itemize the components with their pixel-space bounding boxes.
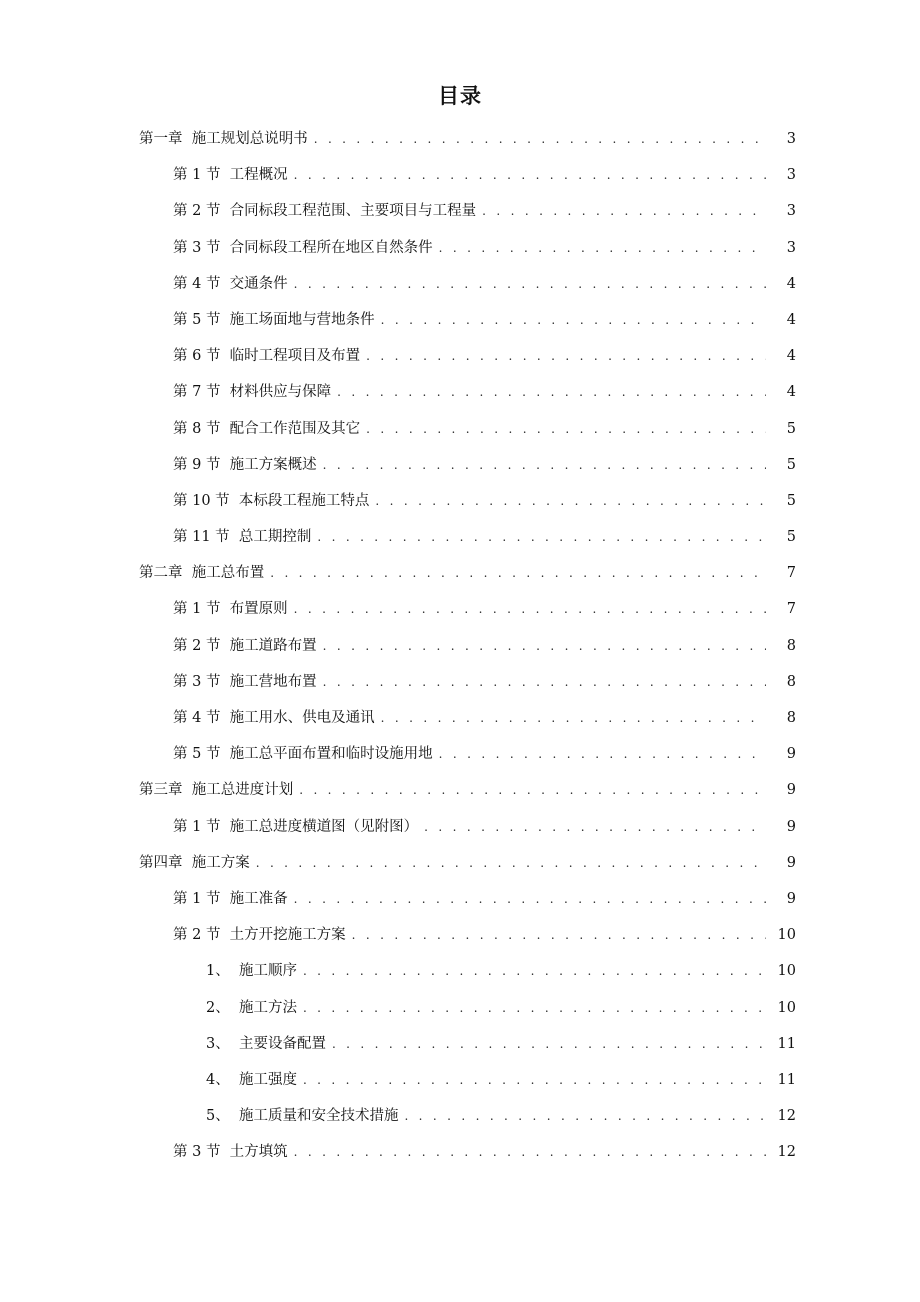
toc-entry-title: 第 5 节 施工总平面布置和临时设施用地: [173, 746, 433, 763]
toc-entry-title: 3、 主要设备配置: [206, 1035, 326, 1052]
toc-entry[interactable]: [0, 306, 920, 342]
toc-entry-title: 第 10 节 本标段工程施工特点: [173, 492, 370, 509]
toc-entry[interactable]: [0, 487, 920, 523]
toc-entry-title: 第 1 节 施工准备: [173, 890, 288, 907]
toc-page-number: 9: [786, 818, 796, 835]
toc-page-number: 8: [786, 673, 796, 690]
toc-entry[interactable]: [0, 270, 920, 306]
toc-entry[interactable]: [0, 451, 920, 487]
toc-entry-title: 第 1 节 布置原则: [173, 601, 288, 618]
toc-entry-title: 第 9 节 施工方案概述: [173, 456, 317, 473]
toc-page-number: 12: [777, 1108, 796, 1125]
dot-leader: [439, 740, 766, 768]
dot-leader: [303, 994, 766, 1022]
toc-entry[interactable]: [0, 234, 920, 270]
toc-entry[interactable]: [0, 668, 920, 704]
toc-entry[interactable]: [0, 849, 920, 885]
toc-page-number: 9: [786, 890, 796, 907]
dot-leader: [404, 1102, 766, 1130]
toc-page-number: 3: [786, 167, 796, 184]
toc-entry[interactable]: [0, 813, 920, 849]
table-of-contents: [0, 125, 920, 1174]
toc-page-number: 7: [786, 601, 796, 618]
toc-entry-title: 第 2 节 合同标段工程范围、主要项目与工程量: [173, 203, 477, 220]
dot-leader: [381, 306, 766, 334]
dot-leader: [317, 523, 766, 551]
toc-entry-title: 第 4 节 交通条件: [173, 275, 288, 292]
dot-leader: [366, 342, 766, 370]
dot-leader: [439, 234, 766, 262]
toc-entry-title: 第 2 节 土方开挖施工方案: [173, 927, 346, 944]
dot-leader: [299, 776, 766, 804]
toc-entry[interactable]: [0, 921, 920, 957]
dot-leader: [294, 270, 766, 298]
dot-leader: [323, 632, 766, 660]
toc-page-number: 5: [786, 456, 796, 473]
toc-entry[interactable]: [0, 885, 920, 921]
dot-leader: [256, 849, 766, 877]
toc-title: 目录: [438, 83, 482, 108]
toc-entry-title: 2、 施工方法: [206, 999, 297, 1016]
toc-entry-title: 第 2 节 施工道路布置: [173, 637, 317, 654]
toc-entry[interactable]: [0, 595, 920, 631]
toc-page-number: 11: [777, 1071, 796, 1088]
toc-entry-title: 5、 施工质量和安全技术措施: [206, 1108, 399, 1125]
toc-page-number: 3: [786, 203, 796, 220]
dot-leader: [332, 1030, 766, 1058]
toc-page-number: 11: [777, 1035, 796, 1052]
dot-leader: [303, 957, 766, 985]
toc-entry-title: 第 3 节 土方填筑: [173, 1144, 288, 1161]
toc-page-number: 4: [786, 348, 796, 365]
dot-leader: [337, 378, 766, 406]
toc-entry[interactable]: [0, 1066, 920, 1102]
dot-leader: [294, 161, 766, 189]
dot-leader: [323, 668, 766, 696]
toc-entry[interactable]: [0, 415, 920, 451]
toc-entry-title: 第 3 节 合同标段工程所在地区自然条件: [173, 239, 433, 256]
toc-entry[interactable]: [0, 704, 920, 740]
dot-leader: [366, 415, 766, 443]
toc-page-number: 5: [786, 529, 796, 546]
toc-entry[interactable]: [0, 994, 920, 1030]
toc-entry[interactable]: [0, 957, 920, 993]
toc-page-number: 12: [777, 1144, 796, 1161]
dot-leader: [424, 813, 766, 841]
dot-leader: [323, 451, 766, 479]
toc-entry[interactable]: [0, 632, 920, 668]
toc-page-number: 4: [786, 384, 796, 401]
toc-entry-title: 第 1 节 工程概况: [173, 167, 288, 184]
dot-leader: [270, 559, 766, 587]
dot-leader: [352, 921, 766, 949]
toc-entry-title: 第 3 节 施工营地布置: [173, 673, 317, 690]
toc-entry-title: 第 1 节 施工总进度横道图（见附图）: [173, 818, 419, 835]
toc-entry[interactable]: [0, 740, 920, 776]
toc-entry[interactable]: [0, 559, 920, 595]
toc-page-number: 10: [777, 927, 796, 944]
toc-entry-title: 4、 施工强度: [206, 1071, 297, 1088]
dot-leader: [294, 885, 766, 913]
toc-entry[interactable]: [0, 1030, 920, 1066]
toc-entry-title: 第四章 施工方案: [139, 854, 250, 871]
toc-entry[interactable]: [0, 378, 920, 414]
toc-entry-title: 第 4 节 施工用水、供电及通讯: [173, 710, 375, 726]
toc-page-number: 5: [786, 420, 796, 437]
toc-page-number: 10: [777, 963, 796, 980]
toc-page-number: 4: [786, 311, 796, 328]
toc-entry-title: 第 8 节 配合工作范围及其它: [173, 420, 361, 437]
dot-leader: [303, 1066, 766, 1094]
toc-entry[interactable]: [0, 1138, 920, 1174]
dot-leader: [314, 125, 766, 153]
dot-leader: [381, 704, 766, 732]
toc-entry-title: 第二章 施工总布置: [139, 565, 265, 582]
toc-page-number: 9: [786, 854, 796, 871]
toc-page-number: 9: [786, 782, 796, 799]
toc-page-number: 5: [786, 492, 796, 509]
toc-page-number: 10: [777, 999, 796, 1016]
toc-entry[interactable]: [0, 125, 920, 161]
toc-entry-title: 1、 施工顺序: [206, 963, 297, 980]
toc-page-number: 7: [786, 565, 796, 582]
toc-entry[interactable]: [0, 161, 920, 197]
dot-leader: [294, 595, 766, 623]
toc-entry[interactable]: [0, 523, 920, 559]
toc-entry-title: 第三章 施工总进度计划: [139, 782, 294, 799]
toc-page-number: 4: [786, 275, 796, 292]
toc-entry[interactable]: [0, 776, 920, 812]
toc-entry[interactable]: [0, 1102, 920, 1138]
toc-entry[interactable]: [0, 197, 920, 233]
toc-page-number: 9: [786, 746, 796, 763]
dot-leader: [482, 197, 766, 225]
toc-entry[interactable]: [0, 342, 920, 378]
toc-page-number: 3: [786, 239, 796, 256]
toc-page-number: 8: [786, 710, 796, 726]
toc-entry-title: 第 5 节 施工场面地与营地条件: [173, 311, 375, 328]
toc-entry-title: 第 11 节 总工期控制: [173, 529, 312, 546]
toc-entry-title: 第一章 施工规划总说明书: [139, 131, 308, 147]
dot-leader: [294, 1138, 766, 1166]
toc-entry-title: 第 6 节 临时工程项目及布置: [173, 348, 361, 365]
toc-page-number: 8: [786, 637, 796, 654]
toc-entry-title: 第 7 节 材料供应与保障: [173, 384, 332, 401]
toc-page-number: 3: [786, 131, 796, 147]
dot-leader: [375, 487, 766, 515]
